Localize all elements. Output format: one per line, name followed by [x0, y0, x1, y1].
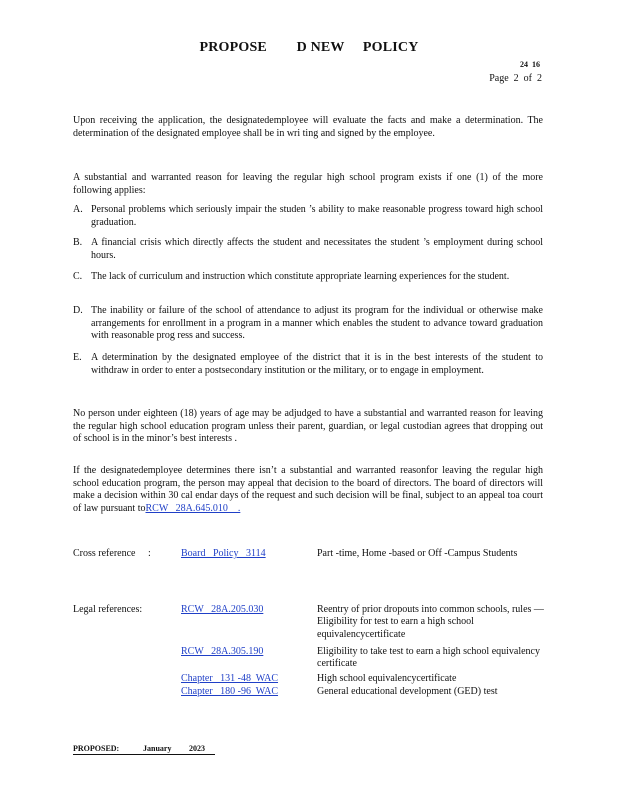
rcw-28a-645-010-link[interactable]: RCW 28A.645.010 . [145, 502, 241, 514]
legal-reference-description: Reentry of prior dropouts into common schools, rules — Eligibility for test to earn a high school equivalencycertificate [317, 604, 544, 640]
criteria-item-a [73, 204, 543, 229]
legal-reference-description: General educational development (GED) test [317, 686, 498, 697]
footer-proposed-date [73, 744, 215, 755]
criteria-item-b [73, 237, 543, 262]
criteria-item-e [73, 352, 543, 377]
legal-reference-description: Eligibility to take test to earn a high school equivalency certificate [317, 646, 540, 670]
criteria-text: The inability or failure of the school of attendance to adjust its program for the individual or otherwise make arrangements for enrollment in a program in a manner which enables the student to advance toward graduation with reasonable prog ress and success. [91, 305, 543, 342]
footer-year: 2023 [189, 744, 205, 753]
cross-reference-description: Part -time, Home -based or Off -Campus Students [317, 548, 518, 559]
policy-number: 24 16 [520, 60, 540, 69]
criteria-text: A financial crisis which directly affects the student and necessitates the student ’s employment during school hours. [91, 237, 543, 261]
footer-month: January [143, 744, 172, 753]
criteria-letter: D. [73, 305, 83, 316]
intro-paragraph: Upon receiving the application, the designatedemployee will evaluate the facts and make a determination. The determination of the designated employee shall be in wri ting and signed by the employee. [73, 115, 543, 139]
rcw-28a-205-030-link[interactable]: RCW 28A.205.030 [181, 604, 264, 615]
board-policy-3114-link[interactable]: Board Policy 3114 [181, 548, 266, 559]
criteria-text: The lack of curriculum and instruction which constitute appropriate learning experiences for the student. [91, 271, 510, 282]
page-number: Page 2 of 2 [489, 73, 542, 84]
chapter-180-96-wac-link[interactable]: Chapter 180 -96 WAC [181, 686, 279, 697]
criteria-letter: B. [73, 237, 83, 248]
criteria-text: A determination by the designated employee of the district that it is in the best interests of the student to withdraw in order to enter a postsecondary institution or the military, or to engage in employment. [91, 352, 543, 376]
criteria-text: Personal problems which seriously impair the studen ’s ability to make reasonable progress toward high school graduation. [91, 204, 543, 228]
footer-proposed-label: PROPOSED: [73, 744, 120, 753]
criteria-letter: C. [73, 271, 83, 282]
cross-reference-colon: : [148, 548, 151, 559]
criteria-item-c [73, 271, 543, 284]
legal-references-label: Legal references: [73, 604, 143, 615]
cross-reference-label: Cross reference [73, 548, 136, 559]
criteria-letter: A. [73, 204, 83, 215]
rcw-28a-305-190-link[interactable]: RCW 28A.305.190 [181, 646, 264, 657]
appeal-paragraph [73, 465, 543, 515]
chapter-131-48-wac-link[interactable]: Chapter 131 -48 WAC [181, 673, 279, 684]
criteria-item-d [73, 305, 543, 343]
legal-reference-description: High school equivalencycertificate [317, 673, 457, 684]
page-title: PROPOSE D NEW POLICY [199, 40, 419, 55]
appeal-text: If the designatedemployee determines there isn’t a substantial and warranted reasonfor leaving the regular high school education program, the person may appeal that decision to the board of directors. The board of directors will make a decision within 30 cal endar days of the request and such decision will be final, subject to an appeal toa court of law pursuant to [73, 465, 543, 514]
minor-paragraph: No person under eighteen (18) years of age may be adjudged to have a substantial and warranted reason for leaving the regular high school education program unless their parent, guardian, or legal custodian agrees that dropping out of school is in the minor’s best interests . [73, 408, 543, 445]
criteria-lead: A substantial and warranted reason for leaving the regular high school program exists if one (1) of the more following applies: [73, 172, 543, 196]
criteria-letter: E. [73, 352, 82, 363]
